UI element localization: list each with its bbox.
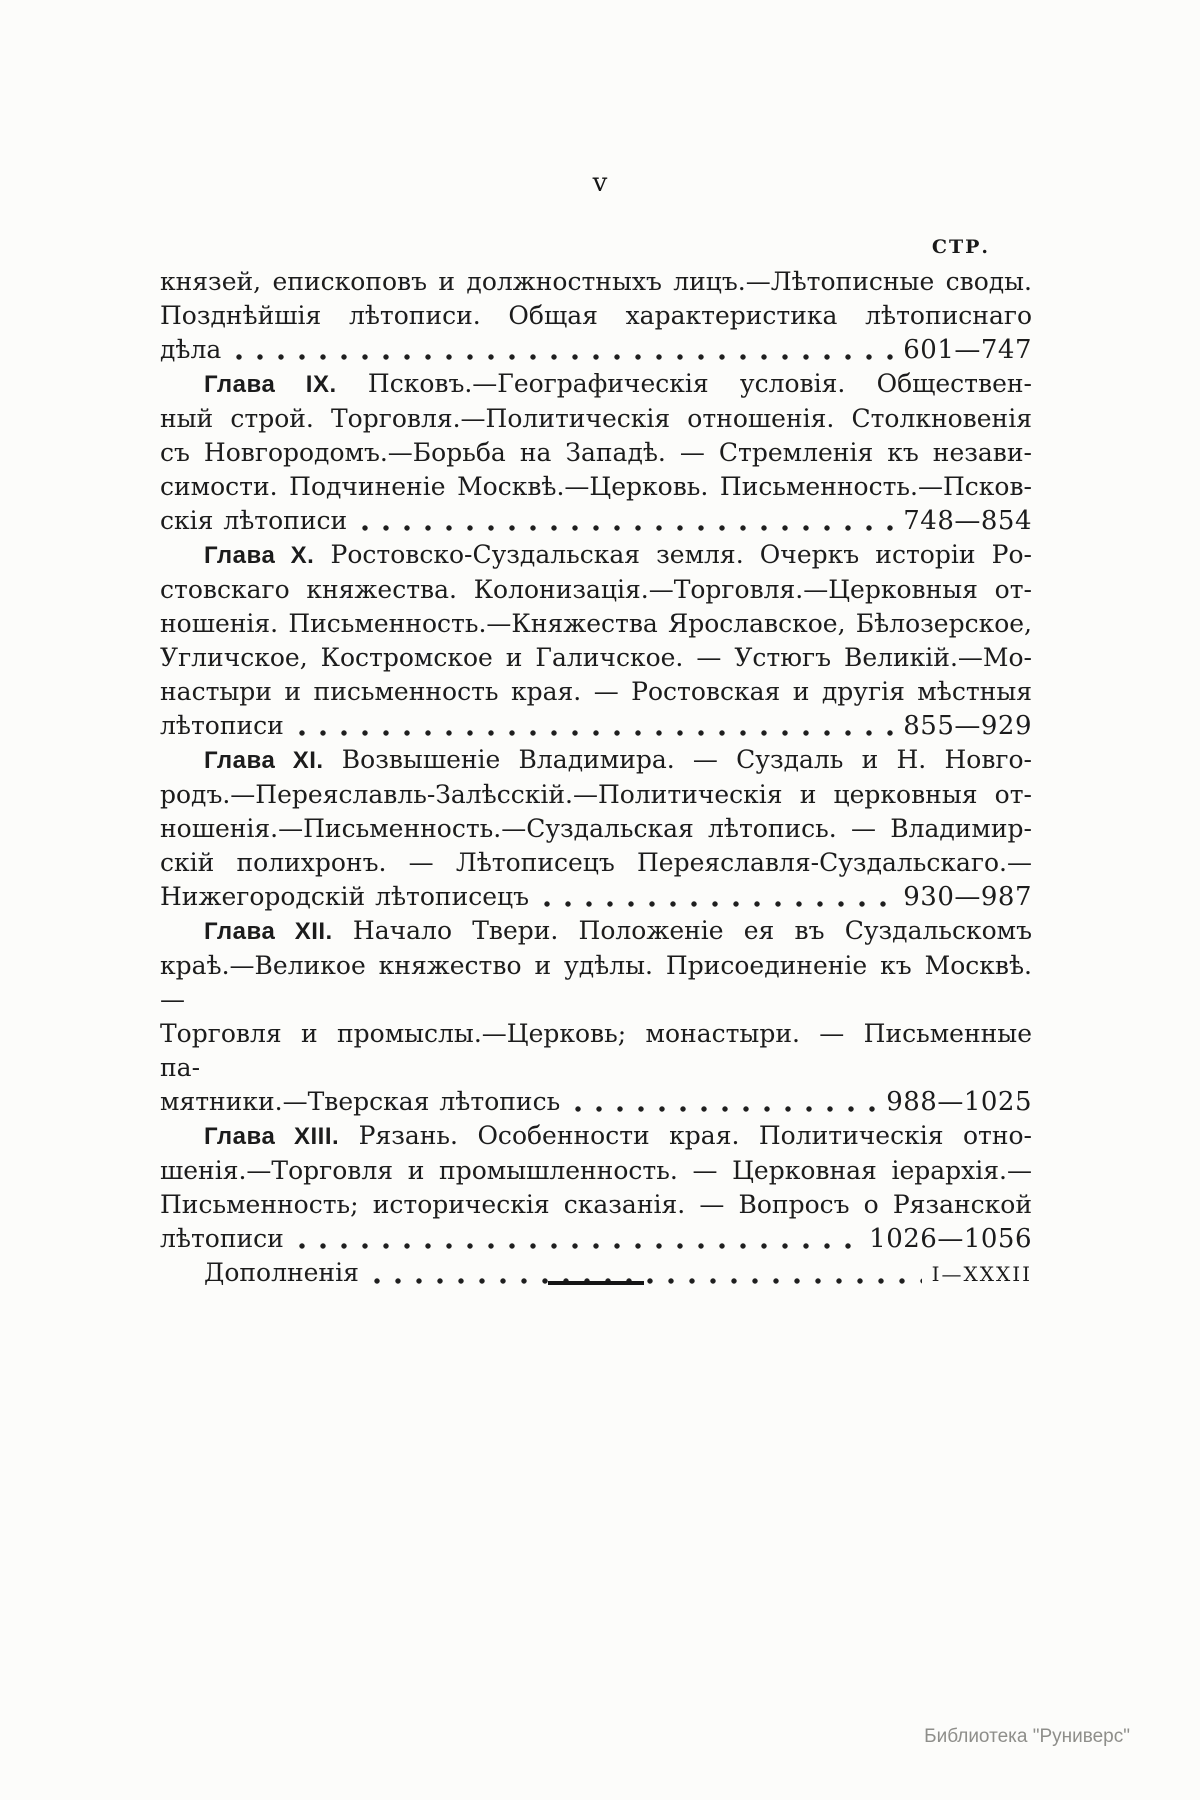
- dot-leader: [574, 1104, 876, 1115]
- toc-entry: [160, 743, 1032, 914]
- toc-entry-tail-text: скія лѣтописи: [160, 506, 348, 535]
- toc-line: родъ.—Переяславль-Залѣсскій.—Политическія и церковныя от-: [160, 780, 1032, 809]
- dot-leader: [361, 523, 893, 534]
- toc-entry-tail-text: лѣтописи: [160, 711, 284, 740]
- dot-leader: [543, 899, 893, 910]
- toc-line: ношенія.—Письменность.—Суздальская лѣтопись. — Владимир-: [160, 814, 1032, 843]
- toc-line: [160, 367, 1032, 402]
- toc-entry-last-line: [160, 1256, 1032, 1291]
- toc-line: скій полихронъ. — Лѣтописецъ Переяславля-Суздальскаго.—: [160, 848, 1032, 877]
- toc-line-text: Начало Твери. Положеніе ея въ Суздальскомъ: [352, 916, 1032, 945]
- table-of-contents: [160, 265, 1032, 1291]
- toc-entry: [160, 1119, 1032, 1256]
- toc-entry: [160, 914, 1032, 1119]
- toc-entry-last-line: [160, 504, 1032, 538]
- toc-line-text: Возвышеніе Владимира. — Суздаль и Н. Новго-: [341, 745, 1032, 774]
- toc-entry: [160, 367, 1032, 538]
- dot-leader: [235, 352, 893, 363]
- dot-leader: [298, 1241, 859, 1252]
- toc-line: шенія.—Торговля и промышленность. — Церковная іерархія.—: [160, 1156, 1032, 1185]
- toc-line: князей, епископовъ и должностныхъ лицъ.—Лѣтописные своды.: [160, 267, 1032, 296]
- toc-line: симости. Подчиненіе Москвѣ.—Церковь. Письменность.—Псков-: [160, 472, 1032, 501]
- toc-line: [160, 1119, 1032, 1154]
- toc-line: стовскаго княжества. Колонизація.—Торговля.—Церковныя от-: [160, 575, 1032, 604]
- toc-entry-tail-text: Нижегородскій лѣтописецъ: [160, 882, 530, 911]
- toc-line: Торговля и промыслы.—Церковь; монастыри. — Письменные па-: [160, 1019, 1032, 1082]
- toc-entry: [160, 538, 1032, 743]
- page-folio-numeral: v: [592, 168, 608, 198]
- toc-entry-tail-text: дѣла: [160, 335, 222, 364]
- toc-line: ный строй. Торговля.—Политическія отношенія. Столкновенія: [160, 404, 1032, 433]
- page-column-header: СТР.: [931, 236, 990, 258]
- section-end-rule: [548, 1281, 644, 1285]
- toc-entry-tail-text: лѣтописи: [160, 1224, 284, 1253]
- library-watermark: Библиотека "Руниверс": [924, 1726, 1130, 1747]
- chapter-label: Глава XI.: [204, 747, 324, 774]
- chapter-label: Глава X.: [204, 542, 315, 569]
- toc-entry-last-line: [160, 880, 1032, 914]
- toc-line: ношенія. Письменность.—Княжества Ярославское, Бѣлозерское,: [160, 609, 1032, 638]
- toc-entry: [160, 1256, 1032, 1291]
- toc-entry-last-line: [160, 1222, 1032, 1256]
- toc-line: Позднѣйшія лѣтописи. Общая характеристика лѣтописнаго: [160, 301, 1032, 330]
- page-range: 930—987: [903, 882, 1032, 912]
- chapter-label: Глава IX.: [204, 371, 337, 398]
- toc-entry-tail-text: мятники.—Тверская лѣтопись: [160, 1087, 561, 1116]
- page-range: 601—747: [903, 335, 1032, 365]
- toc-entry-last-line: [160, 1085, 1032, 1119]
- toc-line: Письменность; историческія сказанія. — Вопросъ о Рязанской: [160, 1190, 1032, 1219]
- toc-entries: [160, 265, 1032, 1291]
- toc-line: [160, 538, 1032, 573]
- toc-line: настыри и письменность края. — Ростовская и другія мѣстныя: [160, 677, 1032, 706]
- page-range: I—XXXII: [931, 1262, 1032, 1286]
- toc-entry-tail-text: Дополненія: [204, 1258, 359, 1287]
- chapter-label: Глава XII.: [204, 918, 333, 945]
- toc-line-text: Псковъ.—Географическія условія. Обществен-: [367, 369, 1032, 398]
- toc-entry-last-line: [160, 709, 1032, 743]
- toc-line: [160, 743, 1032, 778]
- chapter-label: Глава XIII.: [204, 1123, 340, 1150]
- page-range: 1026—1056: [869, 1224, 1032, 1254]
- dot-leader: [298, 728, 893, 739]
- toc-line: [160, 914, 1032, 949]
- toc-entry: [160, 265, 1032, 367]
- toc-line: Угличское, Костромское и Галичское. — Устюгъ Великій.—Мо-: [160, 643, 1032, 672]
- dot-leader: [373, 1276, 922, 1287]
- page-range: 748—854: [903, 506, 1032, 536]
- toc-entry-last-line: [160, 333, 1032, 367]
- toc-line: краѣ.—Великое княжество и удѣлы. Присоединеніе къ Москвѣ.—: [160, 951, 1032, 1014]
- toc-line-text: Ростовско-Суздальская земля. Очеркъ исторіи Ро-: [330, 540, 1032, 569]
- page-range: 988—1025: [886, 1087, 1032, 1117]
- toc-line-text: Рязань. Особенности края. Политическія отно-: [358, 1121, 1032, 1150]
- page-range: 855—929: [903, 711, 1032, 741]
- toc-line: съ Новгородомъ.—Борьба на Западѣ. — Стремленія къ незави-: [160, 438, 1032, 467]
